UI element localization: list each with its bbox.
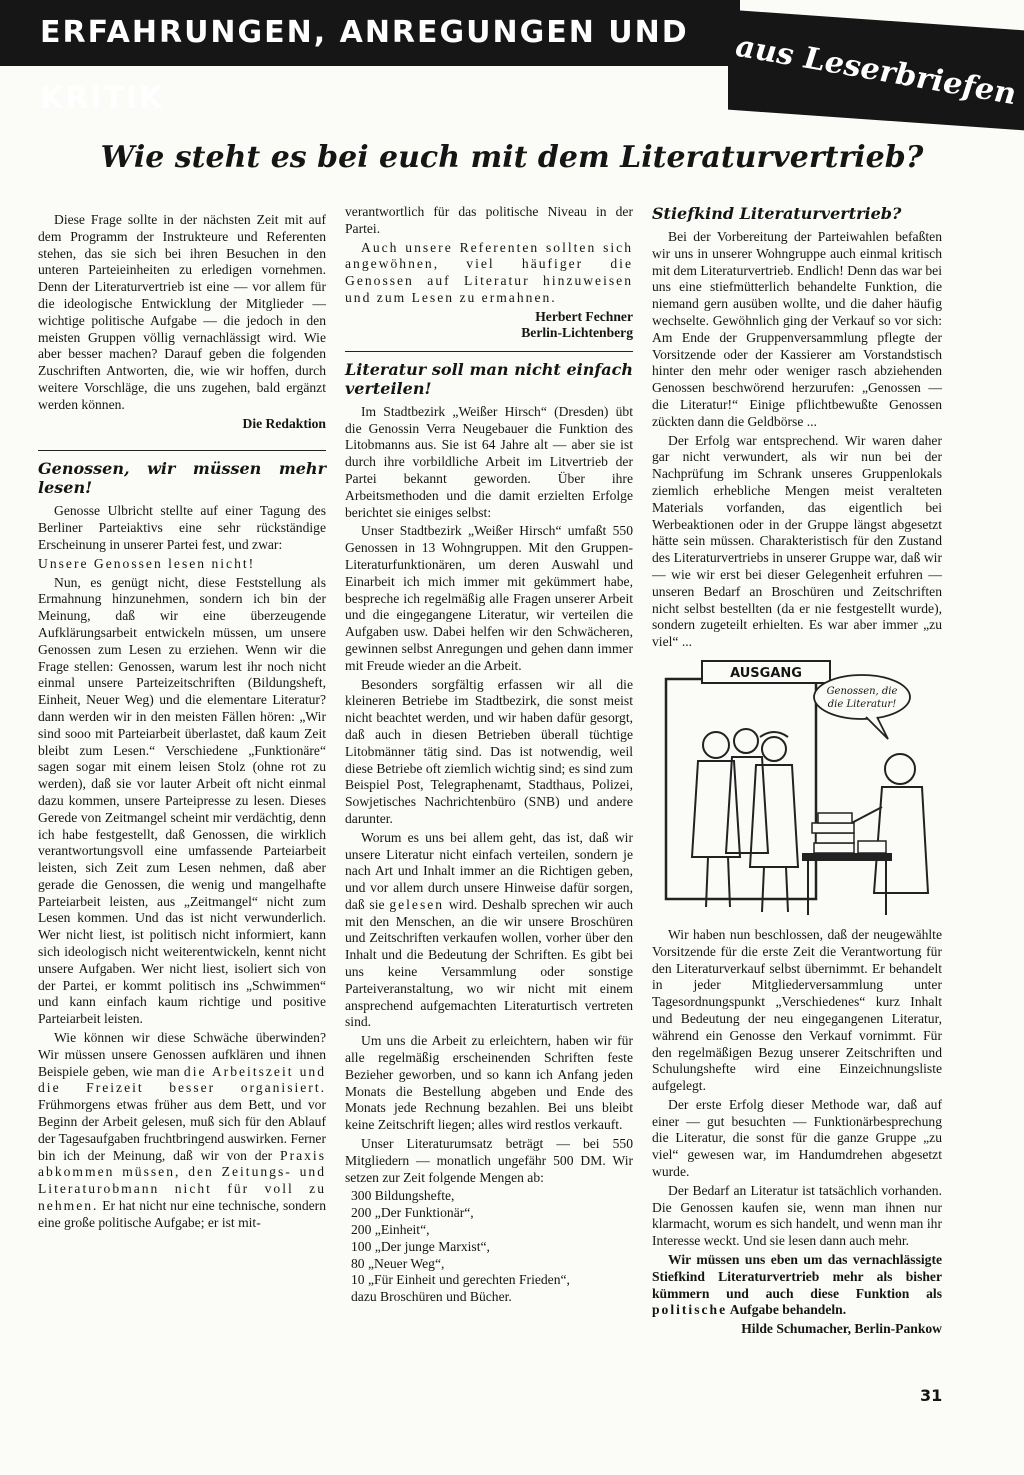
letter-3-heading: Stiefkind Literaturvertrieb?: [652, 204, 902, 223]
letter-1-signature: [345, 309, 633, 341]
article-headline: Wie steht es bei euch mit dem Literaturvertrieb?: [100, 140, 924, 175]
letter-3-paragraph: [652, 1252, 942, 1319]
text-run: Worum es uns bei allem geht, das ist, daß wir unsere Literatur nicht einfach verteilen, sondern je nach Art und Inhalt immer an die Richtigen geben, und vor allem durch unsere Hinweise dafür sorgen, daß sie: [345, 829, 633, 912]
letter-3-paragraph: Wir haben nun beschlossen, daß der neugewählte Vorsitzende für die erste Zeit die Verantwortung für den Literaturverkauf selbst übernimmt. Er behandelt in jeder Mitgliederversammlung unter Tagesordnungspunkt „Verschiedenes“ kurz Inhalt und Bedeutung der neu eingegangenen Literatur, während ein Genosse den Verkauf vornimmt. Für den regelmäßigen Bezug unserer Zeitschriften und Schulungshefte wird eine Einzeichnungsliste aufgelegt.: [652, 926, 942, 1094]
divider: [38, 450, 326, 451]
letter-2-paragraph: Um uns die Arbeit zu erleichtern, haben wir für alle regelmäßig erscheinenden Schriften feste Bezieher geworben, und so kann ich Anfang jeden Monats die Bestellung abgeben und Ende des Monats jede Rechnung bezahlen. Bei uns bleibt keine Zeitschrift liegen; alles wird restlos verkauft.: [345, 1033, 633, 1133]
page-number: 31: [920, 1386, 943, 1405]
letter-3-paragraph: Der Bedarf an Literatur ist tatsächlich vorhanden. Die Genossen kaufen sie, wenn man ihnen nur klarmacht, worum es sich handelt, und wenn man ihr Interesse weckt. Und sie lesen dann auch mehr.: [652, 1182, 942, 1249]
column-3: [652, 204, 942, 1338]
speech-line-1: Genossen, die: [826, 685, 898, 697]
letter-2-paragraph: Unser Literaturumsatz beträgt — bei 550 Mitgliedern — monatlich ungefähr 500 DM. Wir setzen zur Zeit folgende Mengen ab:: [345, 1136, 633, 1185]
emphasis-run: Praxis abkommen müssen, den Zeitungs- und Literaturobmann nicht für voll zu nehmen.: [38, 1147, 326, 1214]
letter-3-signature: Hilde Schumacher, Berlin-Pankow: [741, 1321, 942, 1337]
list-item: 100 „Der junge Marxist“,: [351, 1238, 490, 1254]
letter-1-paragraph: Genosse Ulbricht stellte auf einer Tagung des Berliner Parteiaktivs eine sehr rückständige Erscheinung in unserer Partei fest, und zwar:: [38, 503, 326, 552]
emphasis-run: gelesen: [389, 896, 445, 912]
letter-2-paragraph: [345, 830, 633, 1032]
exit-sign-text: AUSGANG: [730, 665, 802, 681]
letter-1-heading: Genossen, wir müssen mehr lesen!: [38, 459, 326, 498]
speech-bubble: [814, 675, 910, 719]
letter-1-paragraph: Nun, es genügt nicht, diese Feststellung als Ermahnung hinzunehmen, sondern ich bin der Meinung, daß wir eine überzeugende Aufklärungsarbeit entwickeln müssen, um unsere Genossen zum Lesen zu erziehen. Wenn wir die Frage stellen: Genossen, warum lest ihr noch nicht einmal unsere Parteizeitschriften (Bildungsheft, Einheit, Neuer Weg) und die elementare Literatur? dann werden wir in den meisten Fällen hören: „Wir sind sooo mit Parteiarbeit überlastet, daß kaum Zeit bleibt zum Lesen.“ Verschiedene „Funktionäre“ sagen sogar mit einem leisen Stolz (ohne rot zu werden), daß sie vor lauter Arbeit oft nicht einmal dazu kommen, unsere Parteipresse zu lesen. Dieses Gerede von Zeitmangel scheint mir verdächtig, denn ich habe festgestellt, daß Genossen, die wirklich verantwortungsvoll eine umfassende Parteiarbeit leisten, sich Zeit zum Lesen nehmen, daß aber gerade die Genossen, die wenig und mangelhafte Parteiarbeit leisten, aus „Zeitmangel“ nicht zum Lesen kommen. Und das ist nicht verwunderlich. Wer nicht liest, ist politisch nicht informiert, kann sich ideologisch nicht weiterentwickeln, kennt nicht unsere Aufgaben. Wer nicht liest, isoliert sich von der Partei, er kommt politisch ins „Schwimmen“ und kann einfach kaum richtige und positive Parteiarbeit leisten.: [38, 574, 326, 1027]
text-run: Wir müssen uns eben um das vernachlässigte Stiefkind Literaturvertrieb mehr als bisher kümmern und auch diese Funktion als: [652, 1252, 942, 1301]
column-1: [38, 204, 326, 1234]
letter-3-paragraph: Der Erfolg war entsprechend. Wir waren daher gar nicht verwundert, als wir nun bei der Nachprüfung im Schrank unseres Gruppenlokals ziemlich erhebliche Mengen meist veralteten Materials vorfanden, das eigentlich bei Werbeaktionen oder in der Gruppe längst abgesetzt hätte sein müssen. Charakteristisch für den Zustand des Literaturvertriebs in unserer Gruppe war, daß wir — wie wir erst bei dieser Gelegenheit erfuhren — unseren Bedarf an Broschüren und Zeitschriften nicht selbst bestellten (da er nie festgestellt wurde), sondern zugeteilt erhielten. Es war aber immer „zu viel“ ...: [652, 432, 942, 650]
list-item: 200 „Einheit“,: [351, 1222, 430, 1238]
letter-2-paragraph: Unser Stadtbezirk „Weißer Hirsch“ umfaßt 550 Genossen in 13 Wohngruppen. Mit den Gruppen-Literaturfunktionären, um deren Auswahl und Einarbeit ich mich immer mit gekümmert habe, bespreche ich regelmäßig alle Fragen unserer Arbeit und die eingegangene Literatur, wir verteilen die Aufgaben usw. Dabei helfen wir den Schwächeren, gewinnen selbst Anregungen und gehen dann immer mit Freude wieder an die Arbeit.: [345, 523, 633, 673]
letter-1-closing: Auch unsere Referenten sollten sich angewöhnen, viel häufiger die Genossen auf Literatur hinzuweisen und zum Lesen zu ermahnen.: [345, 239, 633, 305]
column-2: [345, 204, 633, 1310]
letter-1-continuation: verantwortlich für das politische Niveau in der Partei.: [345, 204, 633, 236]
text-run: Aufgabe behandeln.: [729, 1302, 847, 1318]
quantity-list: [345, 1188, 633, 1306]
letter-3-paragraph: Bei der Vorbereitung der Parteiwahlen befaßten wir uns in unserer Wohngruppe auch einmal kritisch mit dem Literaturvertrieb. Endlich! Denn das war bei uns eine stiefmütterlich behandelte Funktion, die niemand gern ausüben wollte, und die daher häufig wechselte. Gewöhnlich ging der Verkauf so vor sich: Am Ende der Gruppenversammlung pflegte der Vorsitzende oder der Kassierer am Vorstandstisch hinter den mehr oder weniger rasch abziehenden Genossen beschwörend herzurufen: „Genossen — die Literatur!“ Einige pflichtbewußte Genossen zückten dann die Geldbörse ...: [652, 229, 942, 429]
text-run: Er hat nicht nur eine technische, sondern eine große politische Aufgabe; er ist mit-: [38, 1198, 327, 1230]
letter-1-paragraph: [38, 1030, 326, 1232]
list-item: dazu Broschüren und Bücher.: [351, 1289, 512, 1305]
emphasis-run: politische: [652, 1302, 728, 1318]
letter-2-heading: Literatur soll man nicht einfach verteilen!: [345, 359, 633, 398]
emphasis-run: die Arbeitszeit und die Freizeit besser organisiert.: [38, 1063, 327, 1096]
editor-signature: Die Redaktion: [242, 415, 326, 431]
signature-name: Herbert Fechner: [535, 308, 633, 324]
divider: [345, 351, 633, 352]
section-tag: [728, 10, 1024, 131]
letter-2-paragraph: Besonders sorgfältig erfassen wir all die kleineren Betriebe im Stadtbezirk, die sonst meist nicht beachtet werden, und wir haben dafür gesorgt, daß auch in diesen Betrieben überall tüchtige Litobmänner tätig sind. Das ist notwendig, weil diese Betriebe oft ziemlich wichtig sind; es sind zum Beispiel Post, Telegraphenamt, Stadthaus, Polizei, Sowjetisches Nachrichtenbüro (SNB) und andere darunter.: [345, 676, 633, 826]
signature-place: Berlin-Lichtenberg: [521, 324, 633, 340]
text-run: Wie können wir diese Schwäche überwinden? Wir müssen unsere Genossen aufklären und ihnen Beispiele geben, wie man: [38, 1030, 326, 1079]
letter-3-paragraph: Der erste Erfolg dieser Methode war, daß auf einer — gut besuchten — Funktionärbesprechung die Literatur, die sonst für die ganze Gruppe „zu viel“ gewesen war, im Handumdrehen abgesetzt wurde.: [652, 1096, 942, 1180]
editor-intro: Diese Frage sollte in der nächsten Zeit mit auf dem Programm der Instrukteure und Referenten stehen, das sie sich bei ihren Besuchen in den unteren Parteieinheiten zu erledigen vornehmen. Denn der Literaturvertrieb ist eine — vor allem für die ideologische Entwicklung der Mitglieder — wichtige politische Aufgabe — die jedoch in den meisten Gruppen völlig vernachlässigt wird. Wie aber besser machen? Darauf geben die folgenden Zuschriften Antworten, die, wie wir hoffen, durch weitere Vorschläge, die uns zugehen, bald ergänzt werden können.: [38, 212, 326, 412]
list-item: 80 „Neuer Weg“,: [351, 1255, 445, 1271]
speech-line-2: die Literatur!: [827, 698, 897, 710]
list-item: 200 „Der Funktionär“,: [351, 1205, 474, 1221]
section-tag-label: aus Leserbriefen: [734, 28, 1018, 112]
text-run: Frühmorgens etwas früher aus dem Bett, und vor Beginn der Arbeit gelesen, muß sich für den Ablauf der Tagesaufgaben fruchtbringend auswirken. Ferner bin ich der Meinung, daß wir von der: [38, 1097, 326, 1163]
text-run: wird. Deshalb sprechen wir auch mit den Menschen, an die wir unsere Broschüren und Zeitschriften verkaufen wollen, vorher über den Inhalt und die Bedeutung der Schriften. Es gibt bei uns keine Versammlung oder sonstige Parteiveranstaltung, wo wir nicht mit einem ansprechend aufgemachten Literaturtisch vertreten sind.: [345, 896, 633, 1030]
letter-1-quote: Unsere Genossen lesen nicht!: [38, 555, 256, 571]
list-item: 300 Bildungshefte,: [351, 1188, 455, 1204]
letter-2-paragraph: Im Stadtbezirk „Weißer Hirsch“ (Dresden) übt die Genossin Verra Neugebauer die Funktion des Litobmanns aus. Sie ist 64 Jahre alt — aber sie ist durch ihre vorbildliche Arbeit im Litvertrieb der Partei bekannt geworden. Über ihre Arbeitsmethoden und die damit erzielten Erfolge berichtet sie einiges selbst:: [345, 403, 633, 520]
departing-figures: [692, 729, 798, 912]
section-banner: ERFAHRUNGEN, ANREGUNGEN UND KRITIK: [0, 0, 740, 66]
list-item: 10 „Für Einheit und gerechten Frieden“,: [351, 1272, 570, 1288]
cartoon-illustration: [652, 657, 942, 921]
